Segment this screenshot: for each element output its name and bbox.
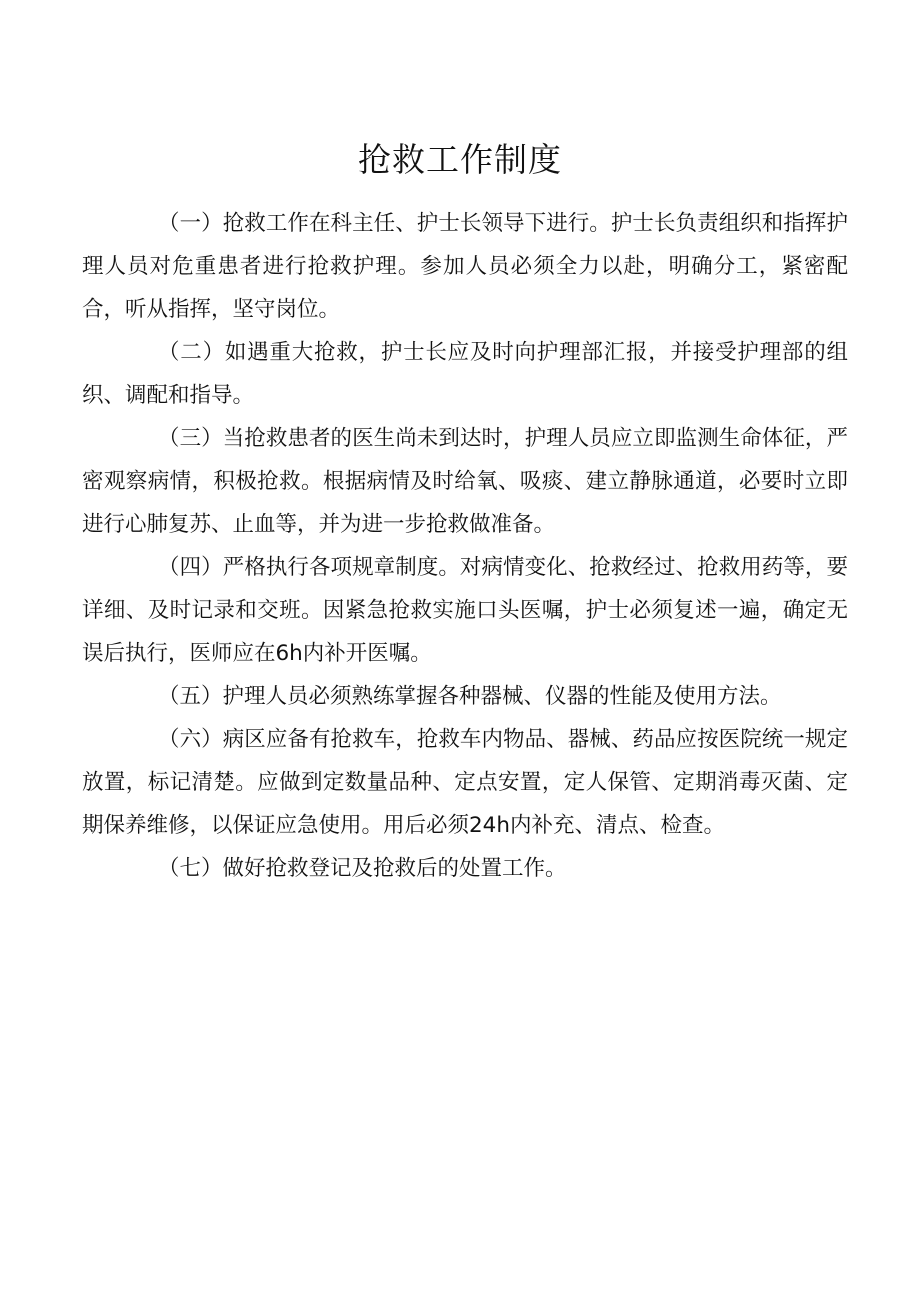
clause-1: （一）抢救工作在科主任、护士长领导下进行。护士长负责组织和指挥护理人员对危重患者进行抢救护理。参加人员必须全力以赴，明确分工，紧密配合，听从指挥，坚守岗位。 (82, 211, 848, 322)
document-body (82, 202, 848, 890)
document-title: 抢救工作制度 (358, 140, 562, 179)
clause-4: （四）严格执行各项规章制度。对病情变化、抢救经过、抢救用药等，要详细、及时记录和交班。因紧急抢救实施口头医嘱，护士必须复述一遍，确定无误后执行，医师应在6h内补开医嘱。 (82, 555, 848, 666)
clause-7: （七）做好抢救登记及抢救后的处置工作。 (158, 856, 567, 881)
clause-2: （二）如遇重大抢救，护士长应及时向护理部汇报，并接受护理部的组织、调配和指导。 (82, 340, 848, 408)
clause-5: （五）护理人员必须熟练掌握各种器械、仪器的性能及使用方法。 (158, 684, 782, 709)
clause-3: （三）当抢救患者的医生尚未到达时，护理人员应立即监测生命体征，严密观察病情，积极抢救。根据病情及时给氧、吸痰、建立静脉通道，必要时立即进行心肺复苏、止血等，并为进一步抢救做准备。 (82, 426, 848, 537)
clause-6: （六）病区应备有抢救车，抢救车内物品、器械、药品应按医院统一规定放置，标记清楚。应做到定数量品种、定点安置，定人保管、定期消毒灭菌、定期保养维修，以保证应急使用。用后必须24h内补充、清点、检查。 (82, 727, 848, 838)
